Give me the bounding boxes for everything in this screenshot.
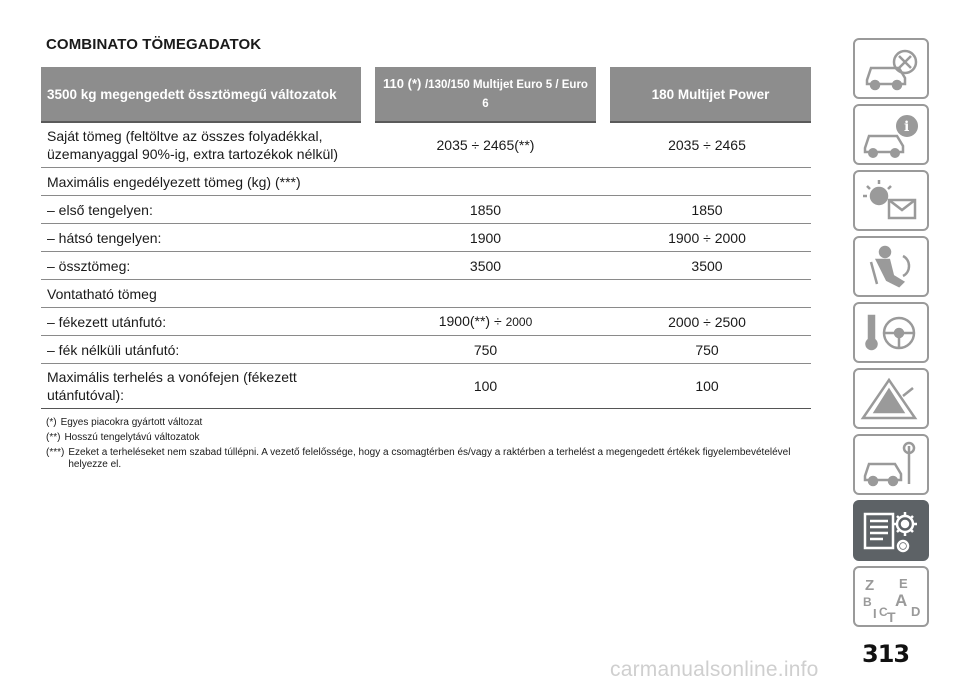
watermark: carmanualsonline.info [610,658,819,681]
table-row [41,196,811,224]
svg-text:i: i [904,118,910,135]
header-multijet-euro: /130/150 Multijet Euro 5 / Euro 6 [424,79,588,110]
steering-wheel-key-icon [859,308,923,358]
row-label: Saját tömeg (feltöltve az összes folyadékkal, üzemanyaggal 90%-ig, extra tartozékok nélkül) [41,122,368,168]
table-row [41,224,811,252]
row-label: – hátsó tengelyen: [41,224,368,252]
row-value-col2: 2035 ÷ 2465(**) [368,122,603,168]
footnote [46,417,816,429]
airbag-seatbelt-icon [859,242,923,292]
row-value-col2: 100 [368,364,603,409]
footnote-marker: (***) [46,447,65,458]
car-maintenance-wrench-icon [859,440,923,490]
svg-text:E: E [899,575,908,591]
svg-text:D: D [911,603,921,619]
table-header-row [41,67,811,122]
warning-light-message-icon [859,176,923,226]
footnote [46,432,816,444]
footnote-text: Egyes piacokra gyártott változat [60,417,203,428]
warning-triangle-breakdown-icon [859,374,923,424]
table-row [41,336,811,364]
footnote-marker: (**) [46,432,61,443]
row-label: Vontatható tömeg [41,280,368,308]
chapter-sidebar [853,38,929,632]
footnote-text: Ezeket a terheléseket nem szabad túllépni. A vezető felelőssége, hogy a csomagtérben és/vagy a raktérben a terhelést a megengedett értékek figyelembevételével helyezze el. [68,447,791,470]
table-row [41,280,811,308]
row-value-col2: 3500 [368,252,603,280]
row-value-col2 [368,168,603,196]
row-value-col3 [603,280,811,308]
header-110-prefix: 110 (*) [383,76,422,91]
tab-emergency[interactable] [853,368,929,429]
row-value-col3: 2000 ÷ 2500 [603,308,811,336]
table-row [41,308,811,336]
table-row [41,364,811,409]
row-label: – össztömeg: [41,252,368,280]
alphabetical-index-icon [859,572,923,622]
row-value-col3: 1900 ÷ 2000 [603,224,811,252]
table-row [41,252,811,280]
tab-technical-data[interactable] [853,500,929,561]
header-versions: 3500 kg megengedett össztömegű változatok [41,67,368,122]
row-value-main: 1900(**) ÷ [438,313,502,329]
tab-dashboard[interactable] [853,38,929,99]
row-label: – fékezett utánfutó: [41,308,368,336]
row-value-col3: 100 [603,364,811,409]
footnote [46,447,816,471]
row-label: Maximális engedélyezett tömeg (kg) (***) [41,168,368,196]
tab-maintenance[interactable] [853,434,929,495]
svg-text:B: B [863,594,872,609]
row-label: – fék nélküli utánfutó: [41,336,368,364]
row-value-col2: 750 [368,336,603,364]
row-value-col3: 3500 [603,252,811,280]
row-value-col2 [368,280,603,308]
footnote-marker: (*) [46,417,57,428]
tab-safety[interactable] [853,236,929,297]
svg-text:Z: Z [865,576,875,594]
row-value-col3: 1850 [603,196,811,224]
page-title: COMBINATO TÖMEGADATOK [46,36,262,53]
row-value-col3: 2035 ÷ 2465 [603,122,811,168]
table-row [41,168,811,196]
row-label: Maximális terhelés a vonófejen (fékezett utánfutóval): [41,364,368,409]
row-label: – első tengelyen: [41,196,368,224]
row-value-col2: 1850 [368,196,603,224]
mass-data-table [41,67,811,409]
row-value-col3 [603,168,811,196]
tab-index[interactable] [853,566,929,627]
svg-text:T: T [887,608,896,622]
tab-starting-driving[interactable] [853,302,929,363]
svg-text:C: C [879,604,888,619]
footnote-text: Hosszú tengelytávú változatok [64,432,200,443]
car-info-icon [859,110,923,160]
header-180-multijet-power: 180 Multijet Power [603,67,811,122]
header-110-130-150-multijet [368,67,603,122]
row-value-col2 [368,308,603,336]
technical-data-gears-icon [859,506,923,556]
row-value-small: 2000 [505,315,533,329]
tab-car-info[interactable] [853,104,929,165]
row-value-col3: 750 [603,336,811,364]
svg-text:A: A [895,590,908,610]
svg-text:I: I [873,605,877,621]
table-row [41,122,811,168]
car-dashboard-icon [859,44,923,94]
footnotes [46,417,816,474]
page-number: 313 [862,640,910,668]
row-value-col2: 1900 [368,224,603,252]
tab-warning-lights[interactable] [853,170,929,231]
